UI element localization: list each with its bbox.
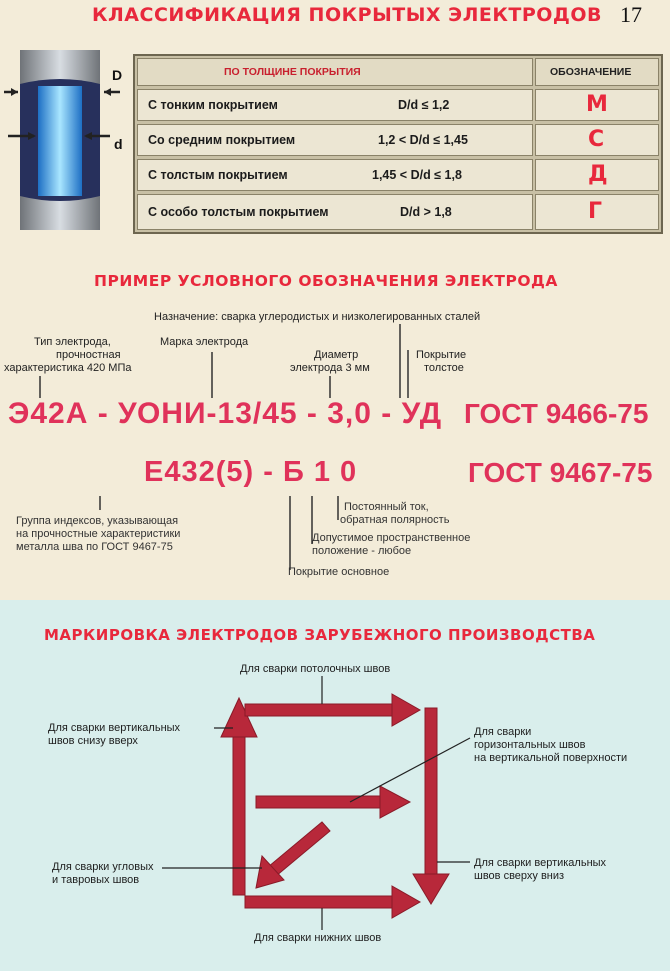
gost-9467: ГОСТ 9467-75 bbox=[468, 457, 653, 488]
label-vertical-up: швов снизу вверх bbox=[48, 735, 138, 747]
table-code-cell: М bbox=[535, 89, 659, 121]
label-horizontal: на вертикальной поверхности bbox=[474, 752, 628, 764]
position-note: положение - любое bbox=[312, 545, 412, 557]
classification-table bbox=[133, 54, 663, 234]
label-d: d bbox=[114, 136, 123, 152]
label-fillet: и тавровых швов bbox=[52, 874, 140, 886]
label-horizontal: Для сварки bbox=[474, 726, 532, 738]
index-group-note: металла шва по ГОСТ 9467-75 bbox=[16, 541, 173, 553]
label-overhead: Для сварки потолочных швов bbox=[240, 663, 391, 675]
table-row: С особо толстым покрытием D/d > 1,8 bbox=[137, 194, 533, 230]
label-horizontal: горизонтальных швов bbox=[474, 739, 586, 751]
coating-note: Покрытие bbox=[416, 349, 467, 361]
arrow-overhead-head bbox=[392, 694, 420, 726]
table-header-designation: ОБОЗНАЧЕНИЕ bbox=[535, 58, 659, 86]
index-group-note: Группа индексов, указывающая bbox=[16, 515, 179, 527]
arrow-flat bbox=[245, 896, 395, 908]
table-header-thickness: ПО ТОЛЩИНЕ ПОКРЫТИЯ bbox=[137, 58, 533, 86]
electrode-code-primary: Э42А - УОНИ-13/45 - 3,0 - УД bbox=[8, 397, 443, 430]
section1-title: КЛАССИФИКАЦИЯ ПОКРЫТЫХ ЭЛЕКТРОДОВ bbox=[92, 4, 602, 26]
arrow-horizontal-head bbox=[380, 786, 410, 818]
electrode-core bbox=[38, 86, 82, 196]
page-number: 17 bbox=[620, 2, 642, 27]
label-D: D bbox=[112, 67, 123, 83]
coating-note: толстое bbox=[424, 362, 464, 374]
table-code-cell: С bbox=[535, 124, 659, 156]
label-flat: Для сварки нижних швов bbox=[254, 932, 382, 944]
diameter-note: Диаметр bbox=[314, 349, 359, 361]
label-fillet: Для сварки угловых bbox=[52, 861, 154, 873]
table-row: С тонким покрытием D/d ≤ 1,2 bbox=[137, 89, 533, 121]
position-note: Допустимое пространственное bbox=[312, 532, 471, 544]
arrow-overhead bbox=[245, 704, 395, 716]
arrow-vertical-up bbox=[233, 735, 245, 895]
section2-title: ПРИМЕР УСЛОВНОГО ОБОЗНАЧЕНИЯ ЭЛЕКТРОДА bbox=[94, 272, 558, 290]
gost-9466: ГОСТ 9466-75 bbox=[464, 398, 649, 429]
type-note: характеристика 420 МПа bbox=[4, 362, 132, 374]
label-vertical-up: Для сварки вертикальных bbox=[48, 722, 181, 734]
label-vertical-down: швов сверху вниз bbox=[474, 870, 565, 882]
diameter-note: электрода 3 мм bbox=[290, 362, 370, 374]
label-vertical-down: Для сварки вертикальных bbox=[474, 857, 607, 869]
electrode-diagram bbox=[0, 46, 132, 236]
arrow-horizontal bbox=[256, 796, 382, 808]
arrow-fillet bbox=[268, 822, 330, 876]
purpose-note: Назначение: сварка углеродистых и низколегированных сталей bbox=[154, 311, 481, 323]
current-note: обратная полярность bbox=[340, 514, 450, 526]
current-note: Постоянный ток, bbox=[344, 501, 429, 513]
table-code-cell: Г bbox=[535, 194, 659, 230]
coating-basic-note: Покрытие основное bbox=[288, 566, 390, 578]
brand-note: Марка электрода bbox=[160, 336, 249, 348]
section3-title: МАРКИРОВКА ЭЛЕКТРОДОВ ЗАРУБЕЖНОГО ПРОИЗВОДСТВА bbox=[44, 626, 596, 644]
arrow-vertical-down-head bbox=[413, 874, 449, 904]
table-row: С толстым покрытием 1,45 < D/d ≤ 1,8 bbox=[137, 159, 533, 191]
arrow-flat-head bbox=[392, 886, 420, 918]
electrode-code-secondary: Е432(5) - Б 1 0 bbox=[144, 456, 358, 488]
type-note: прочностная bbox=[56, 349, 121, 361]
index-group-note: на прочностные характеристики bbox=[16, 528, 181, 540]
table-code-cell: Д bbox=[535, 159, 659, 191]
type-note: Тип электрода, bbox=[34, 336, 111, 348]
table-row: Со средним покрытием 1,2 < D/d ≤ 1,45 bbox=[137, 124, 533, 156]
position-arrows-diagram bbox=[0, 600, 670, 971]
arrow-vertical-down bbox=[425, 708, 437, 878]
